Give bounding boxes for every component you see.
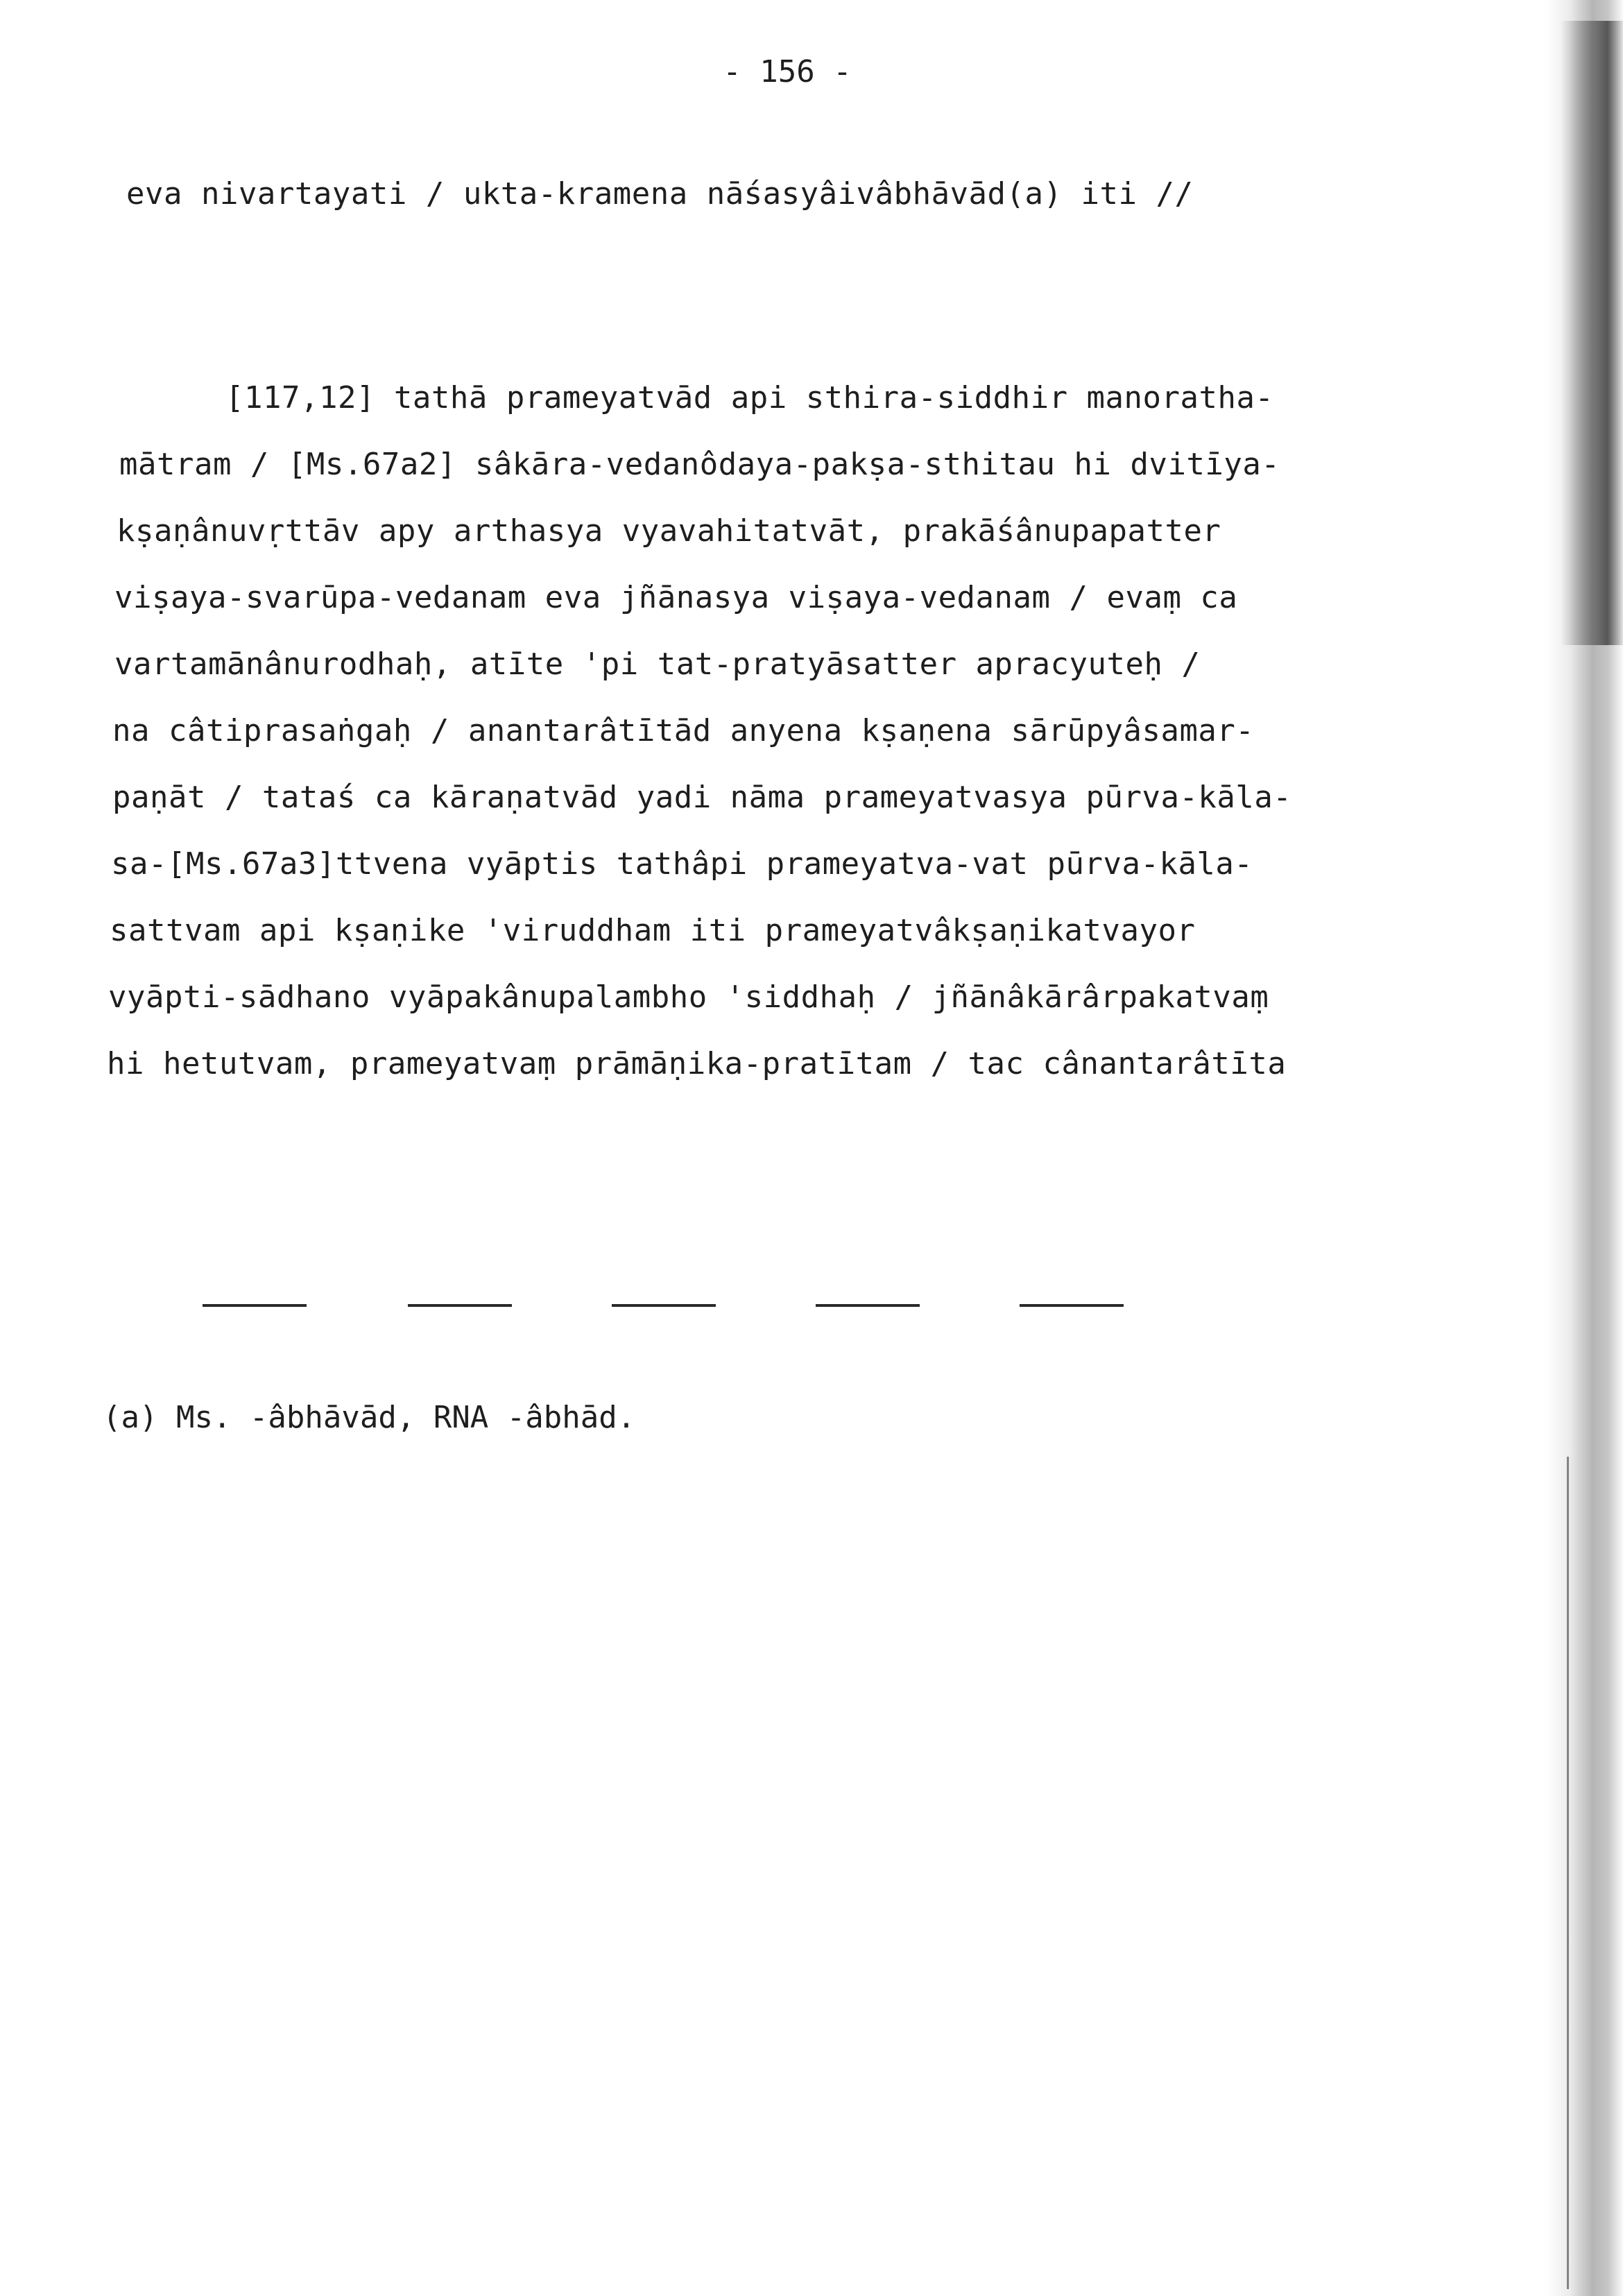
separator-dash-3	[612, 1304, 716, 1307]
text-line-10: sattvam api kṣaṇike 'viruddham iti prameyatvâkṣaṇikatvayor	[110, 913, 1196, 948]
text-line-1: eva nivartayati / ukta-kramena nāśasyâivâbhāvād(a) iti //	[126, 176, 1194, 212]
footnote: (a) Ms. -âbhāvād, RNA -âbhād.	[103, 1400, 636, 1435]
text-line-9: sa-[Ms.67a3]ttvena vyāptis tathâpi prameyatva-vat pūrva-kāla-	[111, 846, 1253, 882]
separator-dash-1	[203, 1304, 307, 1307]
text-line-5: viṣaya-svarūpa-vedanam eva jñānasya viṣaya-vedanam / evaṃ ca	[114, 580, 1238, 615]
page-number: - 156 -	[723, 54, 852, 89]
separator-dash-2	[408, 1304, 512, 1307]
text-line-6: vartamānânurodhaḥ, atīte 'pi tat-pratyāsatter apracyuteḥ /	[114, 646, 1201, 682]
text-line-7: na câtiprasaṅgaḥ / anantarâtītād anyena kṣaṇena sārūpyâsamar-	[112, 713, 1255, 748]
text-line-11: vyāpti-sādhano vyāpakânupalambho 'siddhaḥ / jñānâkārârpakatvaṃ	[108, 979, 1269, 1015]
text-line-4: kṣaṇânuvṛttāv apy arthasya vyavahitatvāt, prakāśânupapatter	[117, 513, 1221, 549]
text-line-2: [117,12] tathā prameyatvād api sthira-siddhir manoratha-	[225, 380, 1274, 415]
text-line-8: paṇāt / tataś ca kāraṇatvād yadi nāma prameyatvasya pūrva-kāla-	[112, 780, 1292, 815]
text-line-12: hi hetutvam, prameyatvaṃ prāmāṇika-pratītam / tac cânantarâtīta	[107, 1046, 1287, 1081]
separator-dash-4	[816, 1304, 920, 1307]
text-line-3: mātram / [Ms.67a2] sâkāra-vedanôdaya-pakṣa-sthitau hi dvitīya-	[119, 447, 1280, 482]
separator-dash-5	[1020, 1304, 1124, 1307]
scan-binding-shadow-dark	[1561, 21, 1623, 645]
scan-edge-line	[1567, 1457, 1569, 2289]
